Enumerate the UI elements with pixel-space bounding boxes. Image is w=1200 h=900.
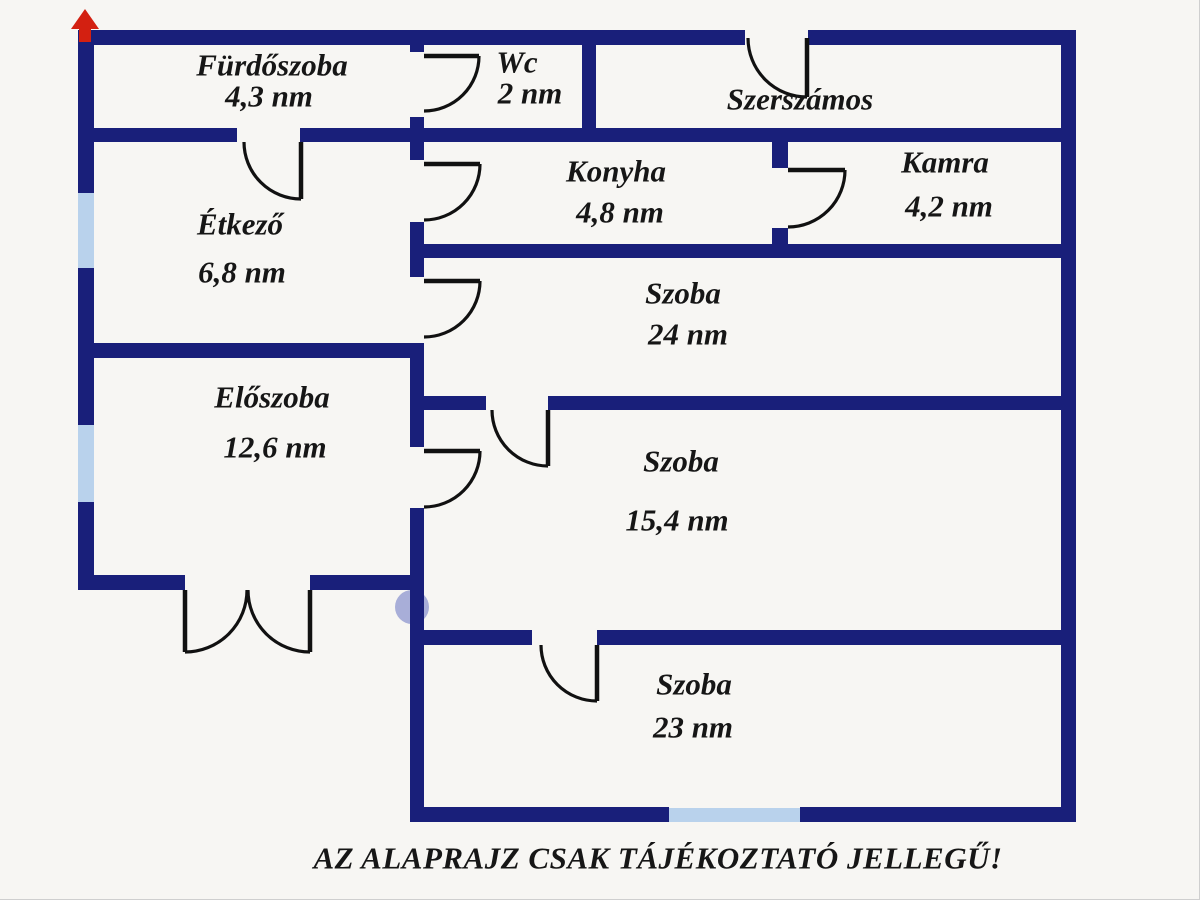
room-area-kamra: 4,2 nm xyxy=(905,188,993,224)
door-szoba-154-from-szoba24 xyxy=(492,410,548,466)
room-area-szoba-23: 23 nm xyxy=(652,709,734,745)
north-arrow-icon xyxy=(71,9,99,42)
room-area-eloszoba: 12,6 nm xyxy=(223,429,327,465)
room-label-szerszamos: Szerszámos xyxy=(726,81,874,117)
room-area-szoba-154: 15,4 nm xyxy=(625,502,729,538)
room-label-szoba-154: Szoba xyxy=(643,443,719,479)
door-szoba-154-from-eloszoba xyxy=(424,451,480,507)
door-kamra xyxy=(788,170,845,227)
room-label-eloszoba: Előszoba xyxy=(214,379,330,415)
room-label-konyha: Konyha xyxy=(566,153,666,189)
room-label-kamra: Kamra xyxy=(901,144,989,180)
room-label-szoba-24: Szoba xyxy=(645,275,721,311)
room-label-szoba-23: Szoba xyxy=(656,666,732,702)
disclaimer-text: AZ ALAPRAJZ CSAK TÁJÉKOZTATÓ JELLEGŰ! xyxy=(313,840,1003,876)
room-area-szoba-24: 24 nm xyxy=(647,316,729,352)
door-furdoszoba xyxy=(244,142,301,199)
door-konyha xyxy=(424,164,480,220)
door-szoba-23 xyxy=(541,645,597,701)
room-area-wc: 2 nm xyxy=(497,75,563,111)
room-area-konyha: 4,8 nm xyxy=(576,194,664,230)
room-area-furdoszoba: 4,3 nm xyxy=(225,78,313,114)
room-label-wc: Wc xyxy=(496,44,538,80)
room-label-etkezo: Étkező xyxy=(196,206,284,242)
door-wc xyxy=(424,56,479,111)
room-area-etkezo: 6,8 nm xyxy=(198,254,286,290)
room-label-furdoszoba: Fürdőszoba xyxy=(196,47,348,83)
door-szoba-24 xyxy=(424,281,480,337)
entrance-double-door xyxy=(185,590,310,652)
